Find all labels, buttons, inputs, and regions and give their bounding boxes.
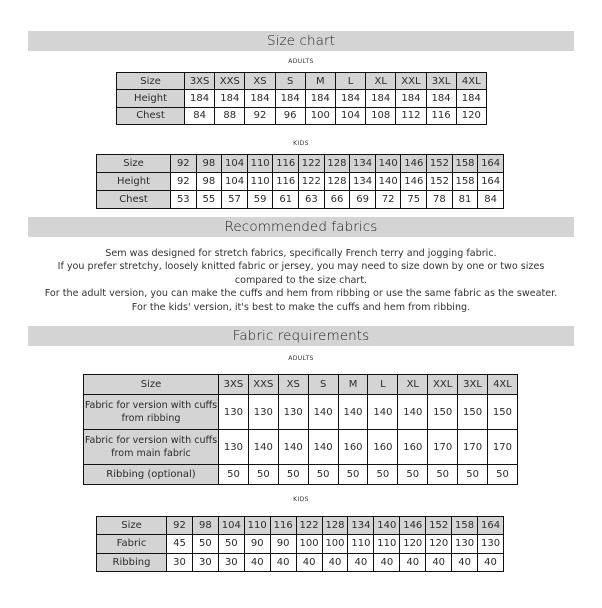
table-row-label: Fabric [97,535,167,553]
table-cell: 84 [185,107,215,124]
table-cell: 104 [222,155,248,173]
table-row-label: Size [117,73,185,90]
table-cell: 88 [215,107,245,124]
table-cell: 128 [324,155,350,173]
table-cell: 50 [219,465,249,485]
table-cell: 4XL [456,73,486,90]
table-cell: 104 [222,173,248,191]
table-cell: 150 [458,395,488,430]
table-cell: 3XS [185,73,215,90]
table-cell: 81 [452,191,478,209]
table-cell: 140 [375,173,401,191]
table-row [84,465,518,485]
table-cell: 40 [270,553,296,571]
table-cell: 140 [398,395,428,430]
table-cell: 116 [273,173,299,191]
table-cell: XXS [215,73,245,90]
table-row [84,430,518,465]
table-cell: 63 [299,191,325,209]
table-cell: 116 [426,107,456,124]
recommended-line: If you prefer stretchy, loosely knitted fabric or jersey, you may need to size down by one or two sizes [57,261,545,273]
table-cell: 140 [248,430,278,465]
table-cell: 40 [374,553,400,571]
table-cell: M [338,375,368,395]
table-cell: 92 [171,173,197,191]
table-cell: 160 [398,430,428,465]
table-cell: 184 [305,90,335,107]
table-cell: 184 [426,90,456,107]
table-cell: 130 [248,395,278,430]
table-cell: S [275,73,305,90]
table-cell: S [308,375,338,395]
table-cell: 92 [167,517,193,535]
table-header-row [97,155,504,173]
table-cell: 53 [171,191,197,209]
table-cell: 50 [248,465,278,485]
table-cell: 40 [426,553,452,571]
recommended-line: Sem was designed for stretch fabrics, specifically French terry and jogging fabric. [105,248,497,259]
size-chart-kids-table [96,154,504,209]
table-cell: 128 [322,517,348,535]
table-cell: 140 [308,395,338,430]
table-cell: 140 [278,430,308,465]
table-cell: XS [278,375,308,395]
table-cell: 184 [275,90,305,107]
table-cell: 130 [278,395,308,430]
table-cell: L [368,375,398,395]
table-cell: 110 [247,173,273,191]
table-cell: 134 [348,517,374,535]
table-cell: 104 [218,517,244,535]
table-cell: 50 [428,465,458,485]
table-cell: 184 [456,90,486,107]
table-cell: 40 [478,553,504,571]
table-cell: 170 [488,430,518,465]
fabric-requirements-heading: Fabric requirements [28,326,574,346]
table-row-label: Height [97,173,171,191]
table-cell: 128 [324,173,350,191]
table-cell: 50 [368,465,398,485]
table-cell: 120 [426,535,452,553]
table-cell: 140 [368,395,398,430]
table-cell: 134 [350,173,376,191]
table-cell: XS [245,73,275,90]
table-cell: 122 [296,517,322,535]
table-cell: 184 [366,90,396,107]
table-cell: 116 [273,155,299,173]
table-cell: 69 [350,191,376,209]
table-cell: 100 [296,535,322,553]
recommended-line: compared to the size chart. [234,274,368,286]
table-row-label: Chest [97,191,171,209]
table-cell: 158 [452,173,478,191]
table-cell: 140 [338,395,368,430]
table-cell: XL [366,73,396,90]
table-cell: 140 [374,517,400,535]
table-cell: XXL [396,73,426,90]
table-row [97,173,504,191]
table-cell: 152 [427,173,453,191]
table-cell: 50 [278,465,308,485]
table-cell: 150 [428,395,458,430]
table-cell: 40 [244,553,270,571]
size-chart-heading: Size chart [28,31,574,51]
table-cell: 98 [192,517,218,535]
table-cell: 66 [324,191,350,209]
table-cell: 84 [478,191,504,209]
table-cell: 4XL [488,375,518,395]
table-cell: 116 [270,517,296,535]
recommended-line: For the adult version, you can make the cuffs and hem from ribbing or use the same fabric as the sweater. [44,288,558,300]
table-cell: 130 [478,535,504,553]
table-cell: 184 [185,90,215,107]
table-cell: 184 [396,90,426,107]
table-cell: 110 [244,517,270,535]
table-cell: 50 [192,535,218,553]
table-cell: 152 [427,155,453,173]
table-cell: 50 [398,465,428,485]
table-row-label: Fabric for version with cuffs from ribbing [84,395,219,430]
table-cell: 160 [368,430,398,465]
table-row [97,535,504,553]
table-cell: 50 [338,465,368,485]
table-cell: 170 [428,430,458,465]
table-cell: 3XL [458,375,488,395]
table-cell: 50 [488,465,518,485]
table-cell: 50 [308,465,338,485]
table-cell: XXS [248,375,278,395]
table-cell: 164 [478,155,504,173]
table-cell: 140 [375,155,401,173]
table-cell: 92 [245,107,275,124]
table-cell: 40 [452,553,478,571]
table-cell: XL [398,375,428,395]
table-cell: L [335,73,365,90]
table-row-label: Ribbing (optional) [84,465,219,485]
table-cell: 158 [452,155,478,173]
table-cell: 110 [374,535,400,553]
table-cell: 98 [196,173,222,191]
table-cell: 184 [245,90,275,107]
table-cell: 146 [400,517,426,535]
table-cell: 30 [218,553,244,571]
table-cell: 140 [308,430,338,465]
table-cell: 50 [458,465,488,485]
table-cell: 146 [401,173,427,191]
table-cell: 120 [400,535,426,553]
table-row [97,553,504,571]
table-cell: 75 [401,191,427,209]
table-cell: 3XL [426,73,456,90]
table-cell: 55 [196,191,222,209]
table-cell: 122 [299,173,325,191]
table-cell: 104 [335,107,365,124]
table-cell: 3XS [219,375,249,395]
table-cell: 30 [192,553,218,571]
recommended-line: For the kids' version, it's best to make the cuffs and hem from ribbing. [131,301,471,313]
table-cell: 134 [350,155,376,173]
fabric-requirements-kids-table [96,516,504,572]
table-cell: 40 [296,553,322,571]
table-cell: 120 [456,107,486,124]
size-chart-kids-label: KIDS [293,140,309,147]
table-row-label: Size [84,375,219,395]
table-cell: 108 [366,107,396,124]
table-cell: 92 [171,155,197,173]
table-cell: 57 [222,191,248,209]
recommended-fabrics-text [20,247,582,314]
table-row [117,90,487,107]
table-cell: 110 [348,535,374,553]
table-cell: 112 [396,107,426,124]
table-cell: 40 [400,553,426,571]
table-cell: 152 [426,517,452,535]
table-cell: 170 [458,430,488,465]
size-chart-adults-label: ADULTS [288,58,314,65]
table-header-row [97,517,504,535]
table-row [84,395,518,430]
table-cell: 130 [452,535,478,553]
table-cell: 164 [478,173,504,191]
table-cell: 96 [275,107,305,124]
table-cell: 72 [375,191,401,209]
table-header-row [117,73,487,90]
table-row-label: Chest [117,107,185,124]
table-cell: 184 [215,90,245,107]
table-cell: 158 [452,517,478,535]
table-header-row [84,375,518,395]
table-row-label: Size [97,155,171,173]
table-cell: M [305,73,335,90]
fabric-requirements-adults-table [83,374,518,485]
table-cell: 90 [244,535,270,553]
table-row [97,191,504,209]
fabric-requirements-kids-label: KIDS [293,496,309,503]
table-cell: 98 [196,155,222,173]
table-row-label: Height [117,90,185,107]
table-cell: 61 [273,191,299,209]
table-cell: 146 [401,155,427,173]
table-row-label: Fabric for version with cuffs from main fabric [84,430,219,465]
table-cell: 130 [219,395,249,430]
table-cell: XXL [428,375,458,395]
fabric-requirements-adults-label: ADULTS [288,355,314,362]
table-cell: 100 [322,535,348,553]
table-row-label: Ribbing [97,553,167,571]
table-row [117,107,487,124]
table-cell: 40 [322,553,348,571]
size-chart-adults-table [116,72,487,125]
table-cell: 164 [478,517,504,535]
table-cell: 100 [305,107,335,124]
recommended-fabrics-heading: Recommended fabrics [28,217,574,237]
table-cell: 110 [247,155,273,173]
table-cell: 90 [270,535,296,553]
table-cell: 59 [247,191,273,209]
table-cell: 184 [335,90,365,107]
table-cell: 150 [488,395,518,430]
table-cell: 160 [338,430,368,465]
table-row-label: Size [97,517,167,535]
table-cell: 50 [218,535,244,553]
table-cell: 78 [427,191,453,209]
table-cell: 30 [167,553,193,571]
table-cell: 122 [299,155,325,173]
table-cell: 130 [219,430,249,465]
table-cell: 45 [167,535,193,553]
table-cell: 40 [348,553,374,571]
